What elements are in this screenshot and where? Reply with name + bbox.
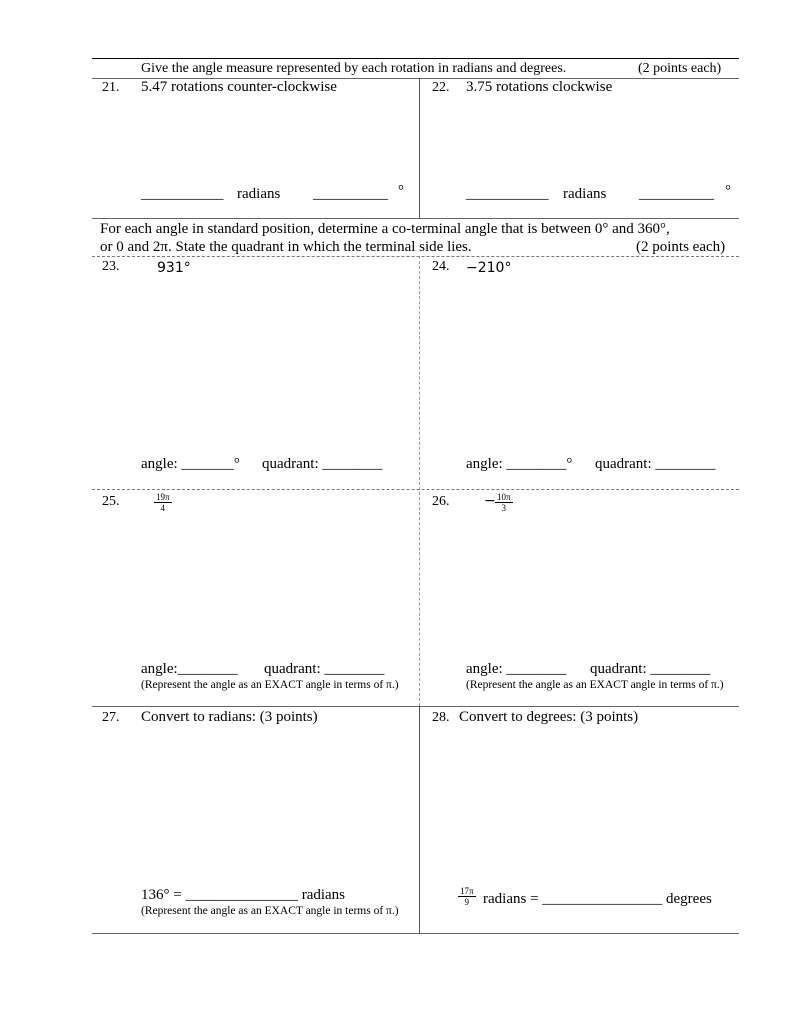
section1-instructions: Give the angle measure represented by each rotation in radians and degrees. — [141, 61, 567, 76]
angle-answer-blank[interactable]: angle: ________ — [466, 661, 567, 677]
question-prompt: 3.75 rotations clockwise — [466, 79, 613, 95]
fraction-19pi-over-4 — [154, 492, 172, 513]
question-number: 25. — [102, 494, 120, 509]
answer-blank-radians[interactable]: ___________ — [466, 186, 549, 202]
angle-answer-blank[interactable]: angle:________ — [141, 661, 238, 677]
section2-bottom-rule — [92, 706, 739, 707]
answer-blank-degrees[interactable]: __________ — [639, 186, 714, 202]
section1-bottom-rule — [92, 218, 739, 219]
fraction-denominator: 9 — [464, 897, 470, 907]
question-number: 26. — [432, 494, 450, 509]
question-number: 21. — [102, 80, 120, 95]
radians-answer-blank[interactable]: 136° = _______________ radians — [141, 887, 346, 903]
given-angle: −210° — [466, 260, 512, 276]
question-prompt: Convert to radians: (3 points) — [141, 709, 318, 725]
answer-blank-radians[interactable]: ___________ — [141, 186, 224, 202]
section2-instructions-line1: For each angle in standard position, determine a co-terminal angle that is between 0° and 360°, — [100, 221, 670, 237]
question-number: 23. — [102, 259, 120, 274]
fraction-17pi-over-9 — [458, 886, 476, 907]
degree-symbol: ° — [398, 183, 404, 199]
question-prompt: Convert to degrees: (3 points) — [459, 709, 639, 725]
exact-angle-note: (Represent the angle as an EXACT angle in terms of π.) — [141, 679, 399, 691]
fraction-10pi-over-3 — [495, 492, 513, 513]
section2-points: (2 points each) — [636, 239, 726, 255]
row-divider — [92, 489, 739, 490]
angle-answer-blank[interactable]: angle: _______° — [141, 456, 240, 472]
section2-instructions-line2: or 0 and 2π. State the quadrant in which the terminal side lies. — [100, 239, 472, 255]
radians-label: radians — [563, 186, 607, 202]
bottom-rule — [92, 933, 739, 934]
degrees-answer-blank[interactable]: radians = ________________ degrees — [483, 891, 712, 907]
quadrant-answer-blank[interactable]: quadrant: ________ — [595, 456, 716, 472]
question-number: 24. — [432, 259, 450, 274]
column-divider — [419, 706, 420, 933]
fraction-denominator: 3 — [501, 503, 507, 513]
question-prompt: 5.47 rotations counter-clockwise — [141, 79, 337, 95]
degree-symbol: ° — [725, 183, 731, 199]
angle-answer-blank[interactable]: angle: ________° — [466, 456, 573, 472]
answer-blank-degrees[interactable]: __________ — [313, 186, 388, 202]
question-number: 22. — [432, 80, 450, 95]
quadrant-answer-blank[interactable]: quadrant: ________ — [262, 456, 383, 472]
negative-sign: − — [484, 493, 496, 509]
exact-angle-note: (Represent the angle as an EXACT angle in terms of π.) — [141, 905, 399, 917]
radians-label: radians — [237, 186, 281, 202]
fraction-numerator: 10π — [497, 492, 511, 502]
question-number: 28. — [432, 710, 450, 725]
column-divider — [419, 256, 420, 706]
quadrant-answer-blank[interactable]: quadrant: ________ — [264, 661, 385, 677]
fraction-denominator: 4 — [160, 503, 166, 513]
section1-points: (2 points each) — [638, 61, 722, 76]
given-angle: 931° — [157, 260, 191, 276]
exact-angle-note: (Represent the angle as an EXACT angle in terms of π.) — [466, 679, 724, 691]
question-number: 27. — [102, 710, 120, 725]
fraction-numerator: 17π — [460, 886, 474, 896]
fraction-numerator: 19π — [156, 492, 170, 502]
column-divider — [419, 78, 420, 218]
section2-header-rule — [92, 256, 739, 257]
quadrant-answer-blank[interactable]: quadrant: ________ — [590, 661, 711, 677]
top-rule — [92, 58, 739, 59]
